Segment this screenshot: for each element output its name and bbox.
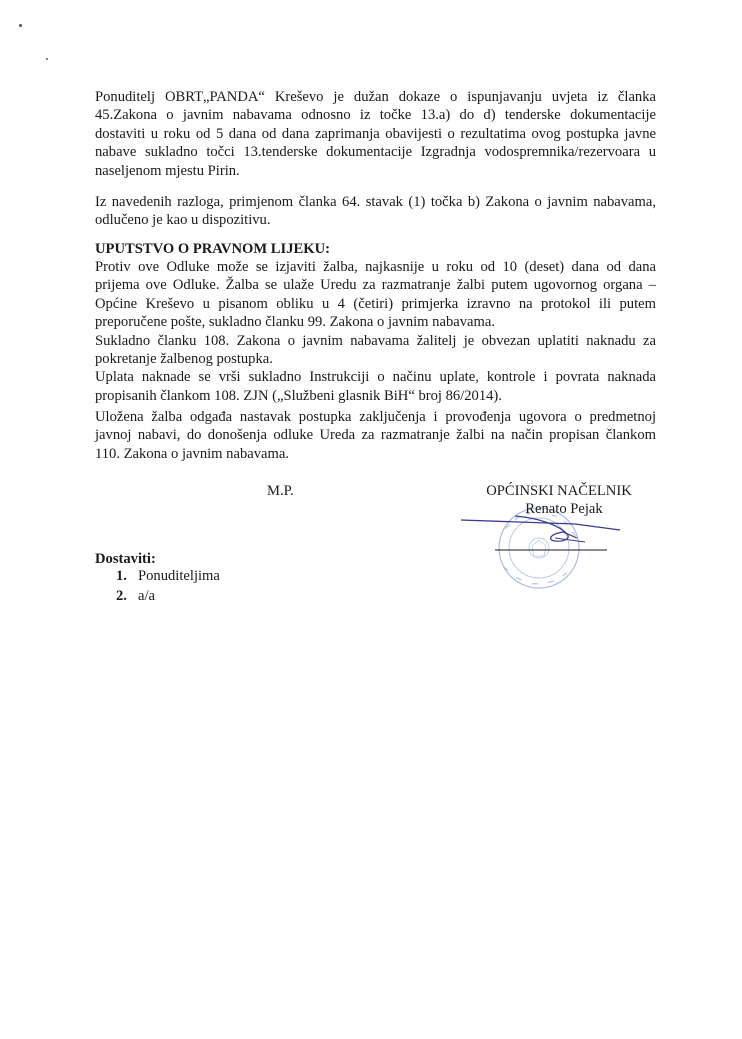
text-line: propisanih člankom 108. ZJN („Službeni glasnik BiH“ broj 86/2014). bbox=[95, 387, 502, 404]
text-line: Uplata naknade se vrši sukladno Instrukciji o načinu uplate, kontrole i povrata naknada bbox=[95, 369, 656, 386]
list-item bbox=[116, 567, 220, 587]
text-line: prijema ove Odluke. Žalba se ulaže Uredu za razmatranje žalbi putem ugovornog organa – bbox=[95, 277, 656, 294]
seal-place-label: M.P. bbox=[267, 483, 294, 499]
legal-remedy-heading: UPUTSTVO O PRAVNOM LIJEKU: bbox=[95, 241, 330, 257]
official-title: OPĆINSKI NAČELNIK bbox=[486, 483, 632, 499]
official-name: Renato Pejak bbox=[525, 501, 603, 518]
text-line: 110. Zakona o javnim nabavama. bbox=[95, 445, 289, 462]
scan-speck bbox=[46, 58, 48, 60]
paragraph-appeal-effect bbox=[95, 408, 656, 463]
text-line: Ponuditelj OBRT„PANDA“ Kreševo je dužan dokaze o ispunjavanju uvjeta iz članka bbox=[95, 89, 656, 105]
paragraph-reasoning bbox=[95, 193, 656, 230]
text-line: 45.Zakona o javnim nabavama odnosno iz točke 13.a) do d) tenderske dokumentacije bbox=[95, 107, 656, 124]
text-line: naseljenom mjestu Pirin. bbox=[95, 162, 240, 179]
text-line: nabave sukladno točci 13.tenderske dokumentacije Izgradnja vodospremnika/rezervoara u bbox=[95, 144, 656, 161]
delivery-list bbox=[116, 567, 220, 607]
text-line: Sukladno članku 108. Zakona o javnim nabavama žalitelj je obvezan uplatiti naknadu za bbox=[95, 332, 656, 349]
text-line: javnoj nabavi, do donošenja odluke Ureda za razmatranje žalbi na način propisan člankom bbox=[95, 427, 656, 444]
text-line: pokretanje žalbenog postupka. bbox=[95, 351, 273, 368]
text-line: Općine Kreševo u pisanom obliku u 4 (četiri) primjerka izravno na protokol ili putem bbox=[95, 295, 656, 312]
text-line: odlučeno je kao u dispozitivu. bbox=[95, 212, 271, 229]
text-line: Uložena žalba odgađa nastavak postupka zaključenja i provođenja ugovora o predmetnoj bbox=[95, 409, 656, 425]
text-line: Protiv ove Odluke može se izjaviti žalba, najkasnije u roku od 10 (deset) dana od dana bbox=[95, 259, 656, 275]
scan-speck bbox=[19, 24, 22, 27]
text-line: preporučene pošte, sukladno članku 99. Zakona o javnim nabavama. bbox=[95, 314, 495, 331]
paragraph-legal-remedy bbox=[95, 258, 656, 405]
list-item bbox=[116, 587, 220, 607]
delivery-title: Dostaviti: bbox=[95, 551, 156, 567]
list-item-text: a/a bbox=[138, 588, 156, 604]
list-item-number: 1. bbox=[116, 568, 127, 584]
handwritten-signature-icon bbox=[455, 508, 625, 558]
text-line: dostaviti u roku od 5 dana od dana zaprimanja obavijesti o rezultatima ovog postupka javne bbox=[95, 125, 656, 142]
list-item-text: Ponuditeljima bbox=[138, 568, 220, 584]
text-line: Iz navedenih razloga, primjenom članka 64. stavak (1) točka b) Zakona o javnim nabavama, bbox=[95, 194, 656, 210]
paragraph-bidder-obligation bbox=[95, 88, 656, 180]
list-item-number: 2. bbox=[116, 588, 127, 604]
